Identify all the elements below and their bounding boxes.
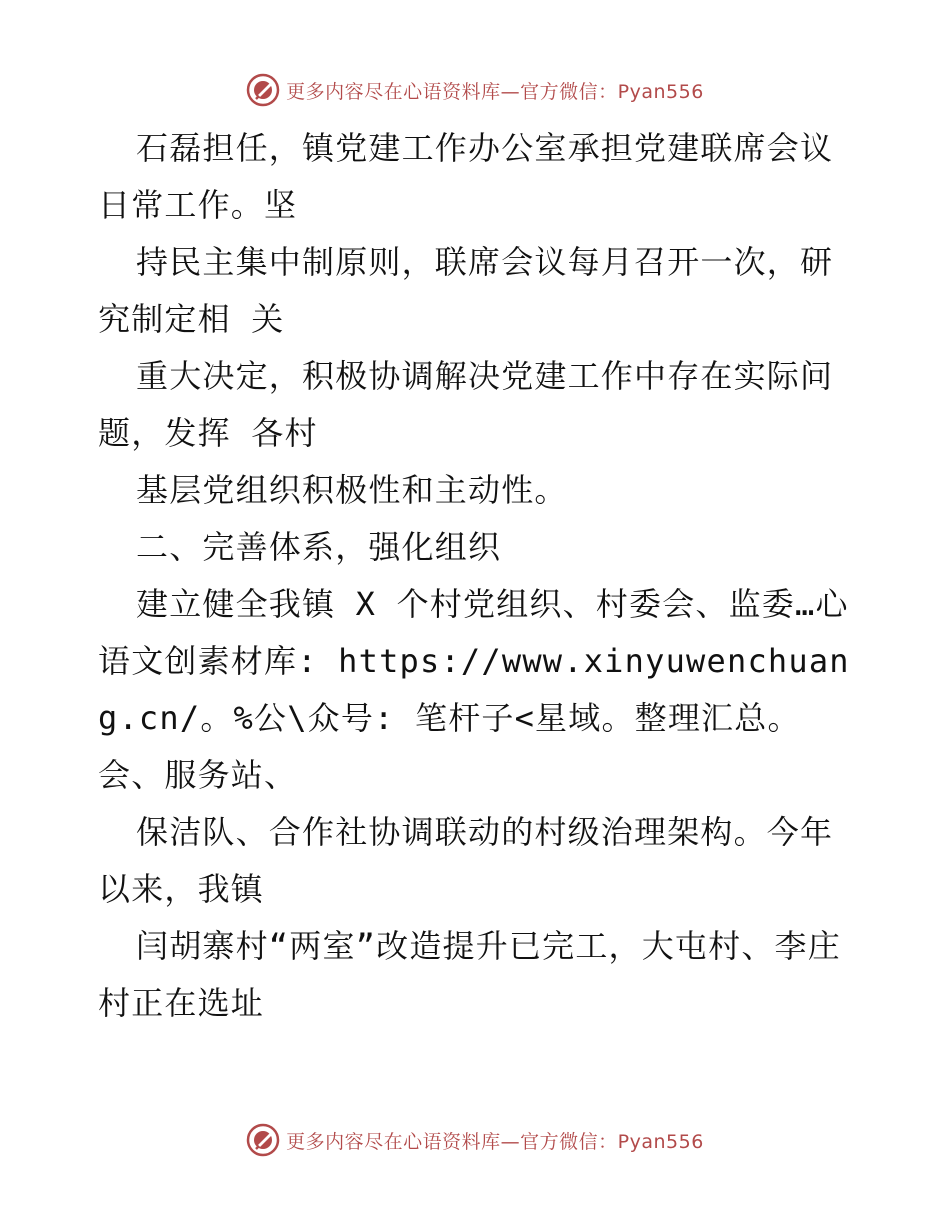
- paragraph: 石磊担任，镇党建工作办公室承担党建联席会议日常工作。坚: [98, 129, 834, 224]
- paragraph: 基层党组织积极性和主动性。: [136, 471, 568, 509]
- paragraph: 重大决定，积极协调解决党建工作中存在实际问题，发挥 各村: [98, 357, 834, 452]
- paragraph: 建立健全我镇 X 个村党组织、村委会、监委…心语文创素材库: https://www.xinyuwenchuang.cn/。%公\众号: 笔杆子<星域。整理汇总。会、服务站、: [98, 585, 850, 794]
- header-banner: [0, 70, 950, 110]
- footer-banner-text: 更多内容尽在心语资料库—官方微信：Pyan556: [286, 1130, 704, 1153]
- paragraph: 闫胡寨村“两室”改造提升已完工，大屯村、李庄村正在选址: [98, 927, 841, 1022]
- paragraph: 保洁队、合作社协调联动的村级治理架构。今年以来，我镇: [98, 813, 834, 908]
- section-heading: 二、完善体系，强化组织: [136, 528, 502, 566]
- footer-banner: [0, 1120, 950, 1160]
- paragraph: 持民主集中制原则，联席会议每月召开一次，研究制定相 关: [98, 243, 834, 338]
- brand-logo-icon: [246, 73, 280, 107]
- brand-logo-icon: [246, 1123, 280, 1157]
- document-body: [98, 120, 858, 1032]
- header-banner-text: 更多内容尽在心语资料库—官方微信：Pyan556: [286, 80, 704, 103]
